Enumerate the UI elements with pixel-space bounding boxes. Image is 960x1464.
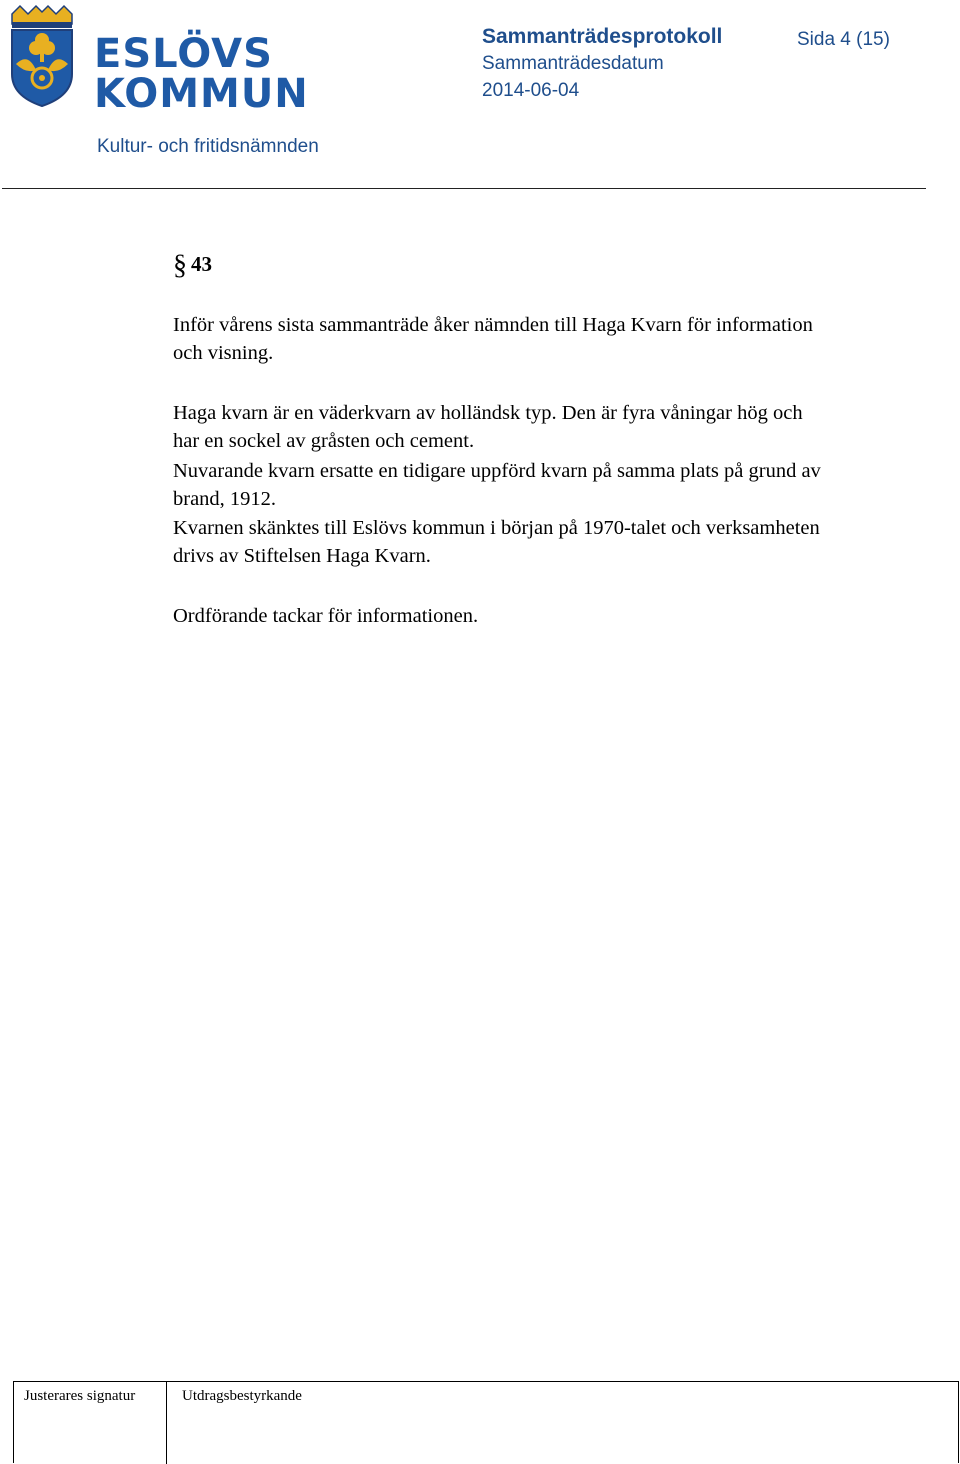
signature-label: Justerares signatur — [24, 1388, 136, 1404]
section-number: 43 — [191, 252, 212, 276]
paragraph-number — [173, 250, 212, 282]
body-paragraph-3: Nuvarande kvarn ersatte en tidigare uppförd kvarn på samma plats på grund av brand, 1912. — [173, 460, 821, 510]
eslovs-kommun-logo — [6, 4, 309, 117]
coat-of-arms-icon — [6, 4, 78, 108]
certification-label: Utdragsbestyrkande — [182, 1388, 302, 1404]
body-paragraph-4: Kvarnen skänktes till Eslövs kommun i början på 1970-talet och verksamheten drivs av Stiftelsen Haga Kvarn. — [173, 517, 820, 567]
section-symbol: § — [173, 250, 187, 281]
logo-text-kommun: KOMMUN — [94, 71, 309, 117]
footer-divider — [166, 1382, 167, 1464]
meeting-date-label: Sammanträdesdatum — [482, 53, 664, 74]
logo-text-eslovs: ESLÖVS — [94, 31, 273, 77]
page-number: Sida 4 (15) — [797, 29, 890, 50]
committee-name: Kultur- och fritidsnämnden — [97, 136, 319, 157]
meeting-date: 2014-06-04 — [482, 80, 580, 101]
signature-footer — [13, 1381, 959, 1463]
document-title: Sammanträdesprotokoll — [482, 25, 723, 48]
header-divider — [2, 188, 926, 189]
body-paragraph-2: Haga kvarn är en väderkvarn av holländsk typ. Den är fyra våningar hög och har en sockel av gråsten och cement. — [173, 402, 803, 452]
body-paragraph-1: Inför vårens sista sammanträde åker nämnden till Haga Kvarn för information och visning. — [173, 314, 813, 364]
body-paragraph-5: Ordförande tackar för informationen. — [173, 605, 479, 627]
